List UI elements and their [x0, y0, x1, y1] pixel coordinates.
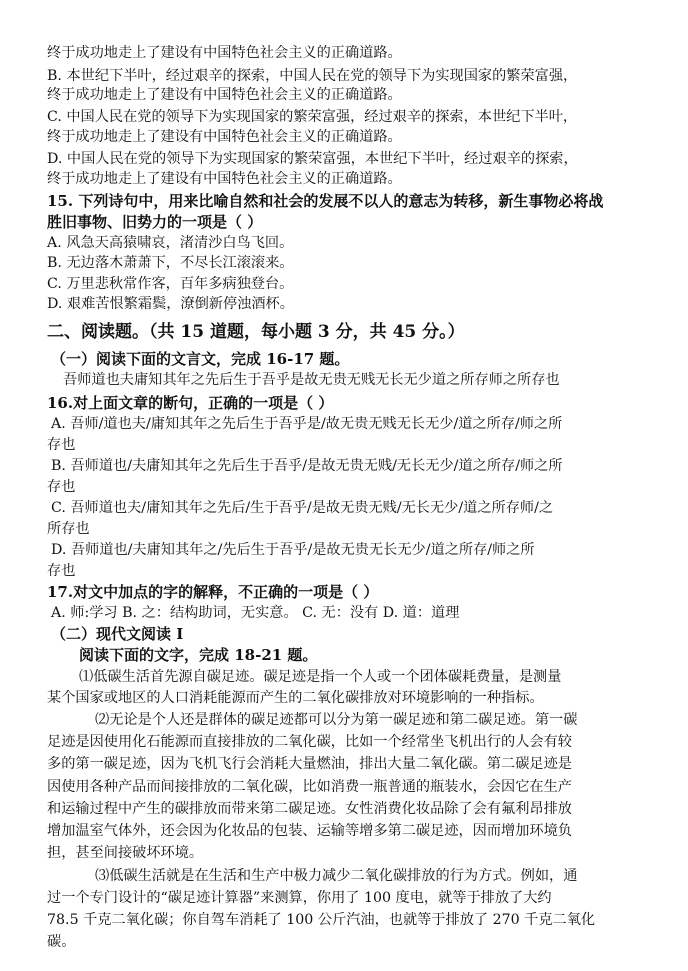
option-a: A. 风急天高猿啸哀，渚清沙白鸟飞回。 [47, 235, 294, 251]
option-d: D. 中国人民在党的领导下为实现国家的繁荣富强，本世纪下半叶，经过艰辛的探索， [47, 151, 578, 167]
question-17-options: A. 师:学习 B. 之：结构助词，无实意。 C. 无：没有 D. 道：道理 [51, 605, 460, 621]
subsection-heading: （二）现代文阅读 I [51, 625, 184, 643]
text-line: 存也 [47, 479, 76, 495]
paragraph-1: ⑴低碳生活首先源自碳足迹。碳足迹是指一个人或一个团体碳耗费量，是测量 [79, 669, 562, 685]
subsection-heading: （一）阅读下面的文言文，完成 16-17 题。 [51, 350, 350, 368]
text-line: 78.5 千克二氧化碳；你自驾车消耗了 100 公斤汽油，也就等于排放了 270 千克二氧化 [47, 912, 596, 928]
text-line: 碳。 [47, 934, 76, 950]
option-b: B. 无边落木萧萧下，不尽长江滚滚来。 [47, 255, 294, 271]
paragraph-2: ⑵无论是个人还是群体的碳足迹都可以分为第一碳足迹和第二碳足迹。第一碳 [95, 712, 578, 728]
text-line: 所存也 [47, 521, 90, 537]
text-line: 某个国家或地区的人口消耗能源而产生的二氧化碳排放对环境影响的一种指标。 [47, 690, 544, 706]
option-c: C. 万里悲秋常作客，百年多病独登台。 [47, 276, 294, 292]
text-line: 终于成功地走上了建设有中国特色社会主义的正确道路。 [47, 45, 402, 61]
text-line: 增加温室气体外，还会因为化妆品的包装、运输等增多第二碳足迹，因而增加环境负 [47, 823, 572, 839]
paragraph-3: ⑶低碳生活就是在生活和生产中极力减少二氧化碳排放的行为方式。例如，通 [95, 868, 578, 884]
text-line: 多的第一碳足迹，因为飞机飞行会消耗大量燃油，排出大量二氧化碳。第二碳足迹是 [47, 756, 572, 772]
classical-passage: 吾师道也夫庸知其年之先后生于吾乎是故无贵无贱无长无少道之所存师之所存也 [63, 372, 560, 388]
option-a: A. 吾师/道也夫/庸知其年之先后生于吾乎是/故无贵无贱无长无少/道之所存/师之所 [51, 416, 563, 432]
text-line: 和运输过程中产生的碳排放而带来第二碳足迹。女性消费化妆品除了会有氟利昂排放 [47, 801, 572, 817]
option-d: D. 吾师道也/夫庸知其年之/先后生于吾乎/是故无贵无长无少/道之所存/师之所 [51, 542, 535, 558]
text-line: 因使用各种产品而间接排放的二氧化碳，比如消费一瓶普通的瓶装水，会因它在生产 [47, 779, 572, 795]
question-15-cont: 胜旧事物、旧势力的一项是（ ） [47, 213, 263, 231]
text-line: 存也 [47, 437, 76, 453]
option-b: B. 吾师道也/夫庸知其年之先后生于吾乎/是故无贵无贱/无长无少/道之所存/师之所 [51, 458, 563, 474]
text-line: 担，甚至间接破坏环境。 [47, 845, 204, 861]
section-heading: 二、阅读题。（共 15 道题，每小题 3 分，共 45 分。） [47, 322, 465, 342]
text-line: 足迹是因使用化石能源而直接排放的二氧化碳，比如一个经常坐飞机出行的人会有较 [47, 734, 572, 750]
option-c: C. 吾师道也夫/庸知其年之先后/生于吾乎/是故无贵无贱/无长无少/道之所存师/之 [51, 500, 554, 516]
option-c: C. 中国人民在党的领导下为实现国家的繁荣富强，经过艰辛的探索，本世纪下半叶， [47, 109, 578, 125]
text-line: 终于成功地走上了建设有中国特色社会主义的正确道路。 [47, 129, 402, 145]
text-line: 终于成功地走上了建设有中国特色社会主义的正确道路。 [47, 87, 402, 103]
text-line: 终于成功地走上了建设有中国特色社会主义的正确道路。 [47, 171, 402, 187]
text-line: 存也 [47, 563, 76, 579]
text-line: 过一个专门设计的“碳足迹计算器”来测算，你用了 100 度电，就等于排放了大约 [47, 890, 552, 906]
question-16: 16.对上面文章的断句，正确的一项是（ ） [47, 394, 334, 412]
option-b: B. 本世纪下半叶，经过艰辛的探索，中国人民在党的领导下为实现国家的繁荣富强， [47, 68, 578, 84]
option-d: D. 艰难苦恨繁霜鬓，潦倒新停浊酒杯。 [47, 296, 294, 312]
reading-instruction: 阅读下面的文字，完成 18-21 题。 [79, 646, 318, 664]
question-17: 17.对文中加点的字的解释，不正确的一项是（ ） [47, 583, 379, 601]
question-15: 15. 下列诗句中，用来比喻自然和社会的发展不以人的意志为转移，新生事物必将战 [47, 192, 604, 210]
